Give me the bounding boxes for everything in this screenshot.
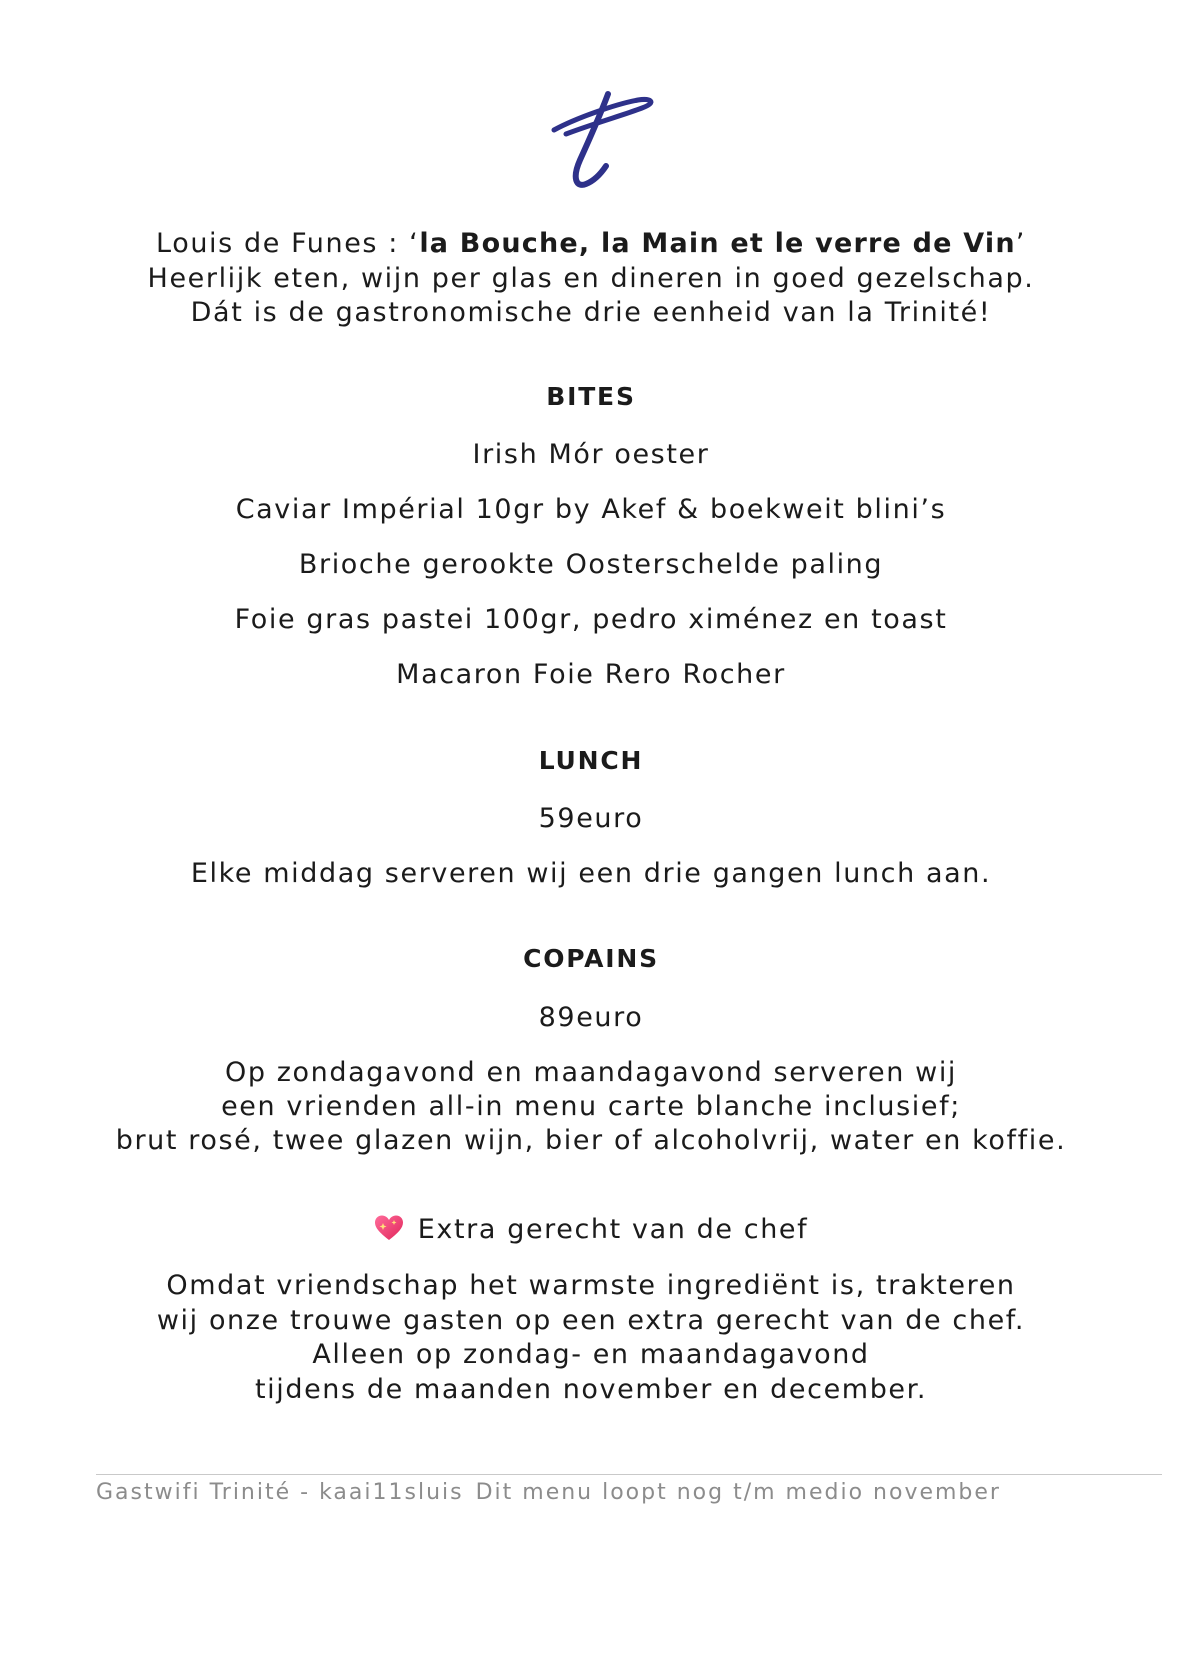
footer [96,1480,1001,1505]
bites-item: Macaron Foie Rero Rocher [396,659,786,690]
extra-line: Alleen op zondag- en maandagavond [312,1339,870,1370]
bites-heading: BITES [546,382,636,411]
bites-item: Irish Mór oester [472,439,710,470]
extra-line: Omdat vriendschap het warmste ingrediënt is, trakteren [166,1270,1016,1301]
copains-price: 89euro [538,1002,644,1033]
intro-line-3: Dát is de gastronomische drie eenheid van la Trinité! [190,297,992,328]
lunch-description: Elke middag serveren wij een drie gangen lunch aan. [190,858,992,889]
extra-line: tijdens de maanden november en december. [254,1374,928,1405]
footer-wifi: Gastwifi Trinité - kaai11sluis [96,1480,464,1505]
copains-heading: COPAINS [523,944,659,973]
copains-line: brut rosé, twee glazen wijn, bier of alcoholvrij, water en koffie. [115,1125,1067,1156]
extra-heading: Extra gerecht van de chef [417,1214,809,1245]
bites-item: Brioche gerookte Oosterschelde paling [298,549,884,580]
footer-note: Dit menu loopt nog t/m medio november [475,1480,1001,1505]
lunch-price: 59euro [538,803,644,834]
intro-quote: la Bouche, la Main et le verre de Vin [419,228,1016,259]
footer-divider [96,1474,1162,1475]
copains-line: Op zondagavond en maandagavond serveren wij [224,1057,958,1088]
intro-line-1 [0,226,1182,262]
bites-item: Caviar Impérial 10gr by Akef & boekweit blini’s [235,494,947,525]
lunch-heading: LUNCH [538,746,644,775]
script-t-logo [546,88,676,198]
sparkling-heart-icon [374,1214,404,1242]
bites-item: Foie gras pastei 100gr, pedro ximénez en toast [234,604,948,635]
intro-prefix: Louis de Funes : ‘ [156,228,420,259]
extra-line: wij onze trouwe gasten op een extra gerecht van de chef. [156,1305,1026,1336]
copains-line: een vrienden all-in menu carte blanche inclusief; [221,1091,961,1122]
intro-suffix: ’ [1015,228,1026,259]
extra-heading-row [0,1212,1182,1248]
intro-line-2: Heerlijk eten, wijn per glas en dineren in goed gezelschap. [147,263,1035,294]
